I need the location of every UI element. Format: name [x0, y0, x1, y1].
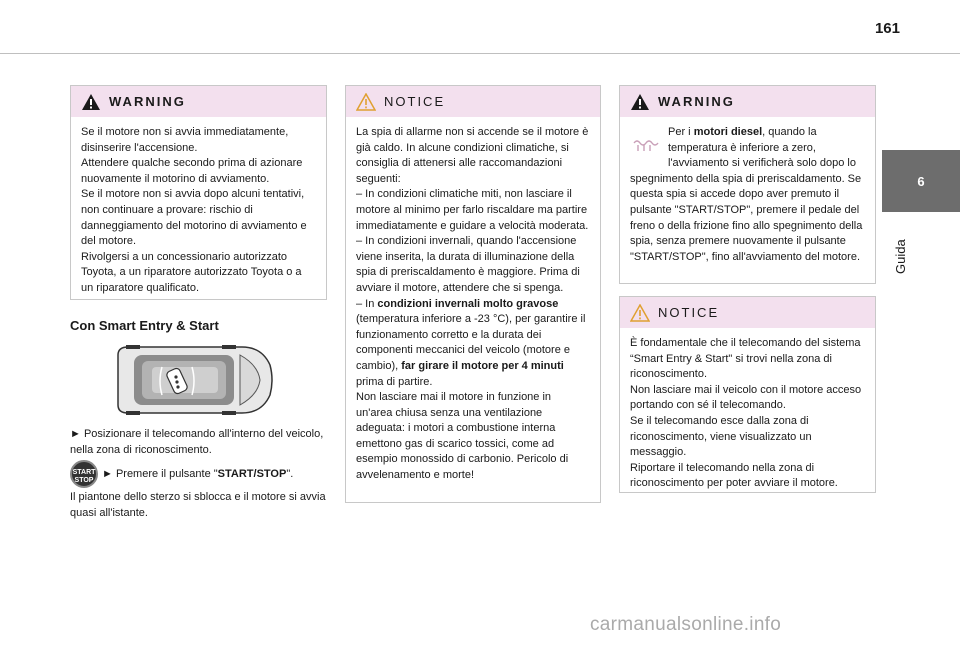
warning-box-left	[70, 85, 327, 300]
notice-paragraph: – In condizioni climatiche miti, non lasciare il motore al minimo per farlo riscaldare ma partire immediatamente e guidare a velocità moderata.	[356, 188, 589, 232]
warning-title: WARNING	[109, 94, 186, 109]
footer-watermark[interactable]: carmanualsonline.info	[590, 614, 782, 635]
warning-line: Se il motore non si avvia dopo alcuni tentativi, non continuare a provare: rischio di danneggiamento del motorino di avviamento e del motore.	[81, 188, 307, 248]
car-top-view-illustration	[112, 345, 274, 415]
notice-title: NOTICE	[384, 94, 446, 109]
notice-box-right	[619, 296, 876, 493]
notice-line: Se il telecomando esce dalla zona di riconoscimento, viene visualizzato un messaggio.	[630, 414, 812, 459]
warning-body	[71, 117, 326, 305]
warning-body	[620, 117, 875, 273]
warning-text: Per i motori diesel, quando la temperatura è inferiore a zero, l'avviamento si verificherà solo dopo lo spegnimento della spia di preriscaldamento. Se questa spia si accede dopo aver premuto il pulsante "START/STOP", premere il pedale del freno o della frizione fino allo spegnimento della spia, senza premere nuovamente il pulsante "START/STOP", fino all'avviamento del motore.	[630, 126, 863, 263]
section-title: Con Smart Entry & Start	[70, 318, 219, 333]
warning-icon	[630, 93, 650, 111]
notice-header	[346, 86, 600, 117]
chapter-tab[interactable]: 6	[882, 150, 960, 212]
step-1: ► Posizionare il telecomando all'interno del veicolo, nella zona di riconoscimento.	[70, 428, 324, 456]
notice-paragraph: – In condizioni invernali, quando l'accensione viene inserita, la durata di illuminazione della spia di preriscaldamento è maggiore. Prima di avviare il motore, attendere che si spenga.	[356, 235, 580, 294]
notice-box-middle	[345, 85, 601, 503]
notice-body	[620, 328, 875, 500]
notice-line: Non lasciare mai il veicolo con il motore acceso portando con sé il telecomando.	[630, 383, 862, 412]
smart-entry-steps	[70, 427, 328, 521]
step-result: Il piantone dello sterzo si sblocca e il motore si avvia quasi all'istante.	[70, 491, 326, 519]
warning-title: WARNING	[658, 94, 735, 109]
glow-plug-preheating-icon	[630, 131, 662, 157]
chapter-label: Guida	[893, 239, 908, 274]
warning-line: Rivolgersi a un concessionario autorizzato Toyota, a un riparatore autorizzato Toyota o a un riparatore qualificato.	[81, 250, 302, 294]
notice-paragraph: Non lasciare mai il motore in funzione in un'area chiusa senza una ventilazione adeguata: i motori a combustione interna emettono gas di scarico tossici, come ad esempio monossido di carbonio. Pericolo di avvelenamento e morte!	[356, 391, 569, 482]
warning-icon	[81, 93, 101, 111]
start-stop-button-icon: START STOP	[70, 460, 98, 488]
notice-line: È fondamentale che il telecomando del sistema “Smart Entry & Start" si trovi nella zona di riconoscimento.	[630, 337, 861, 381]
notice-header	[620, 297, 875, 328]
notice-paragraph: La spia di allarme non si accende se il motore è già caldo. In alcune condizioni climatiche, si consiglia di attenersi alle raccomandazioni seguenti:	[356, 126, 589, 185]
warning-line: Attendere qualche secondo prima di azionare nuovamente il motorino di avviamento.	[81, 157, 303, 185]
warning-header	[71, 86, 326, 117]
notice-body	[346, 117, 600, 492]
notice-paragraph: – In condizioni invernali molto gravose (temperatura inferiore a -23 °C), per garantire il funzionamento corretto e la durata dei componenti meccanici del veicolo (motore e cambio), far girare il motore per 4 minuti prima di partire.	[356, 297, 586, 388]
notice-title: NOTICE	[658, 305, 720, 320]
warning-header	[620, 86, 875, 117]
notice-line: Riportare il telecomando nella zona di riconoscimento per poter avviare il motore.	[630, 461, 838, 490]
warning-line: Se il motore non si avvia immediatamente, disinserire l'accensione.	[81, 126, 289, 154]
notice-icon	[630, 304, 650, 322]
step-2: START STOP► Premere il pulsante "START/STOP".	[70, 460, 328, 488]
page-number: 161	[874, 20, 900, 37]
notice-icon	[356, 93, 376, 111]
top-divider	[0, 53, 960, 54]
warning-box-right	[619, 85, 876, 284]
